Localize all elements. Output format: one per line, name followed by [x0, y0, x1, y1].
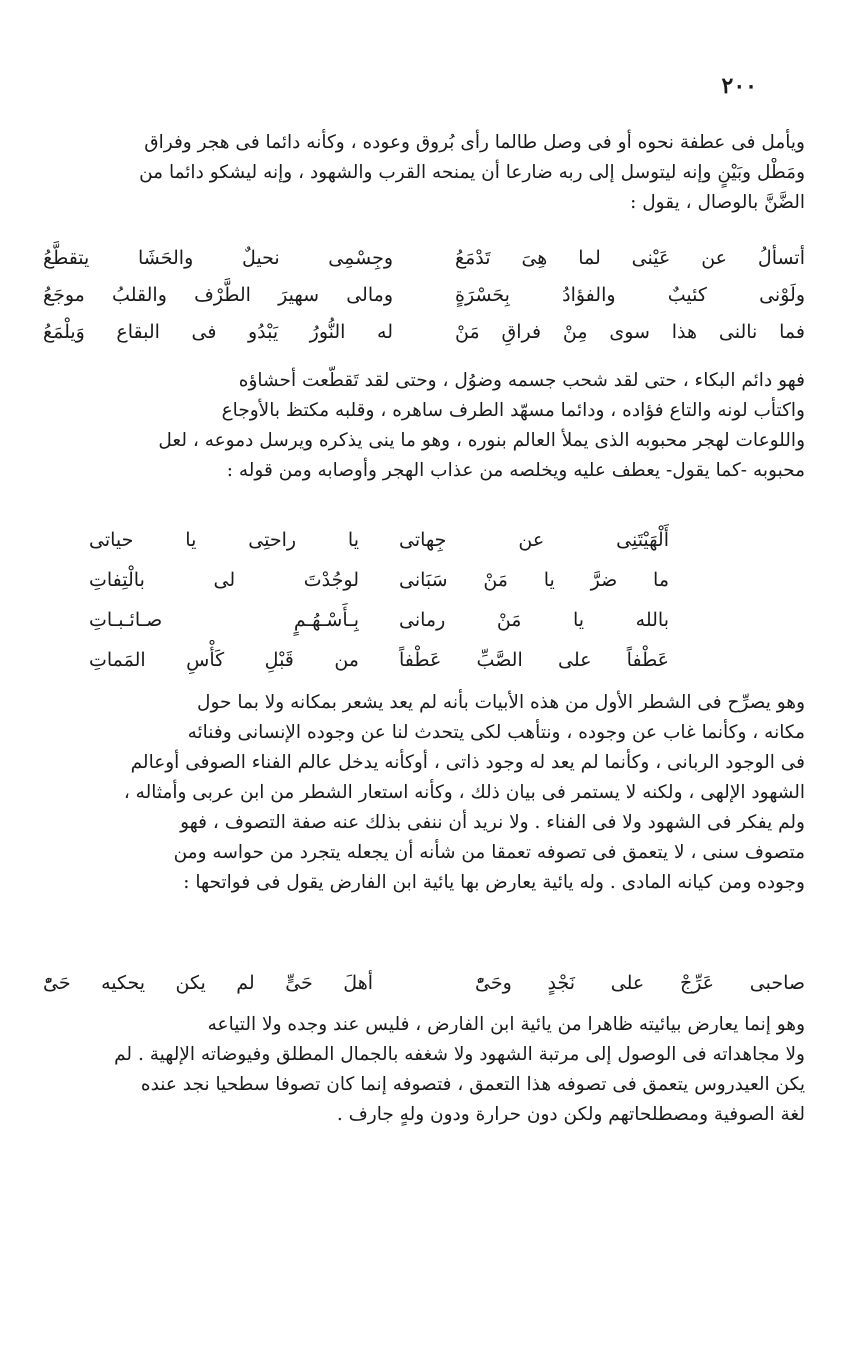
verse-second-hemistich: يا راحتِى يا حياتى: [89, 529, 359, 551]
text-line: فى الوجود الربانى ، وكأنما لم يعد له وجود ذاتى ، أوكأنه يدخل عالم الفناء الصوفى أوعالم: [130, 752, 805, 773]
text-line: ولا مجاهداته فى الوصول إلى مرتبة الشهود ولا شغفه بالجمال المطلق وفيوضاته الإلهية . لم: [114, 1044, 805, 1065]
paragraph-1: [43, 128, 805, 218]
verse-first-hemistich: بالله يا مَنْ رمانى: [399, 609, 669, 631]
paragraph-3: [43, 688, 805, 898]
text-line: واكتأب لونه والتاع فؤاده ، ودائما مسهّد الطرف ساهره ، وقلبه مكتظ بالأوجاع: [221, 400, 805, 421]
verse-row: [43, 240, 805, 277]
verse-row: [89, 560, 669, 600]
verse-second-hemistich: من قَبْلِ كَأْسِ المَماتِ: [89, 649, 359, 671]
verse-first-hemistich: أتسألُ عن عَيْنى لما هِىَ تَدْمَعُ: [455, 247, 805, 269]
verse-first-hemistich: ما ضرَّ يا مَنْ سَبَانى: [399, 569, 669, 591]
verse-second-hemistich: بِـأَسْـهُـمٍ صـائـبـاتِ: [89, 609, 359, 631]
verse-first-hemistich: ولَوْنى كئيبٌ والفؤادُ بِحَسْرَةٍ: [455, 284, 805, 306]
verse-second-hemistich: له النُّورُ يَبْدُو فى البقاع وَيلْمَعُ: [43, 321, 393, 343]
verse-3: [43, 964, 805, 1002]
paragraph-4: [43, 1010, 805, 1130]
verse-row: [89, 600, 669, 640]
poem-2: [89, 520, 669, 680]
verse-second-hemistich: وجِسْمِى نحيلٌ والحَشَا يتقطَّعُ: [43, 247, 393, 269]
text-line: وهو إنما يعارض بيائيته ظاهرا من يائية ابن الفارض ، فليس عند وجده ولا التياعه: [207, 1014, 805, 1035]
verse-first-hemistich: صاحبى عَرِّجْ على نَجْدٍ وحَىّْ: [475, 972, 805, 994]
verse-row: [89, 520, 669, 560]
text-line: ولم يفكر فى الشهود ولا فى الفناء . ولا نريد أن ننفى بذلك عنه صفة التصوف ، فهو: [180, 812, 805, 833]
text-line: ومَطْل وبَيْنٍ وإنه ليتوسل إلى ربه ضارعا أن يمنحه القرب والشهود ، وإنه ليشكو دائما من: [139, 162, 805, 183]
text-line: واللوعات لهجر محبوبه الذى يملأ العالم بنوره ، وهو ما ينى يذكره ويرسل دموعه ، لعل: [158, 430, 805, 451]
paragraph-2: [43, 366, 805, 486]
text-line: محبوبه -كما يقول- يعطف عليه ويخلصه من عذاب الهجر وأوصابه ومن قوله :: [226, 460, 805, 481]
verse-row: [89, 640, 669, 680]
text-line: وجوده ومن كيانه المادى . وله يائية يعارض بها يائية ابن الفارض يقول فى فواتحها :: [183, 872, 805, 893]
text-line: متصوف سنى ، لا يتعمق فى تصوفه تعمقا من شأنه أن يجعله يتجرد من حواسه ومن: [173, 842, 805, 863]
verse-first-hemistich: عَطْفاً على الصَّبِّ عَطْفاً: [399, 649, 669, 671]
text-line: الشهود الإلهى ، ولكنه لا يستمر فى بيان ذلك ، وكأنه استعار الشطر من ابن عربى وأمثاله ،: [123, 782, 805, 803]
text-line: الضَّنَّ بالوصال ، يقول :: [630, 192, 805, 213]
page-number: ٢٠٠: [721, 73, 757, 99]
text-line: فهو دائم البكاء ، حتى لقد شحب جسمه وضوُل ، وحتى لقد تَقطَّعت أحشاؤه: [238, 370, 805, 391]
verses-1: [43, 240, 805, 351]
text-line: ويأمل فى عطفة نحوه أو فى وصل طالما رأى بُروق وعوده ، وكأنه دائما فى هجر وفراق: [144, 132, 805, 153]
verse-row: [43, 314, 805, 351]
verse-first-hemistich: فما نالنى هذا سوى مِنْ فراقِ مَنْ: [455, 321, 805, 343]
verse-first-hemistich: أَلْهَيْتَنِى عن جِهاتى: [399, 529, 669, 551]
text-line: وهو يصرِّح فى الشطر الأول من هذه الأبيات بأنه لم يعد يشعر بمكانه ولا بما حول: [197, 692, 805, 713]
text-line: لغة الصوفية ومصطلحاتهم ولكن دون حرارة ودون ولهٍ جارف .: [336, 1104, 805, 1125]
text-line: يكن العيدروس يتعمق فى تصوفه هذا التعمق ، فتصوفه إنما كان تصوفا سطحيا نجد عنده: [140, 1074, 805, 1095]
text-line: مكانه ، وكأنما غاب عن وجوده ، ونتأهب لكى يتحدث لنا عن وجوده الإنسانى وفنائه: [187, 722, 805, 743]
verse-row: [43, 277, 805, 314]
verse-second-hemistich: أهلَ حَىٍّ لم يكن يحكيه حَىّْ: [43, 972, 373, 994]
verse-second-hemistich: ومالى سهيرَ الطَّرْف والقلبُ موجَعُ: [43, 284, 393, 306]
verse-second-hemistich: لوجُدْتَ لى بالْتِفاتِ: [89, 569, 359, 591]
